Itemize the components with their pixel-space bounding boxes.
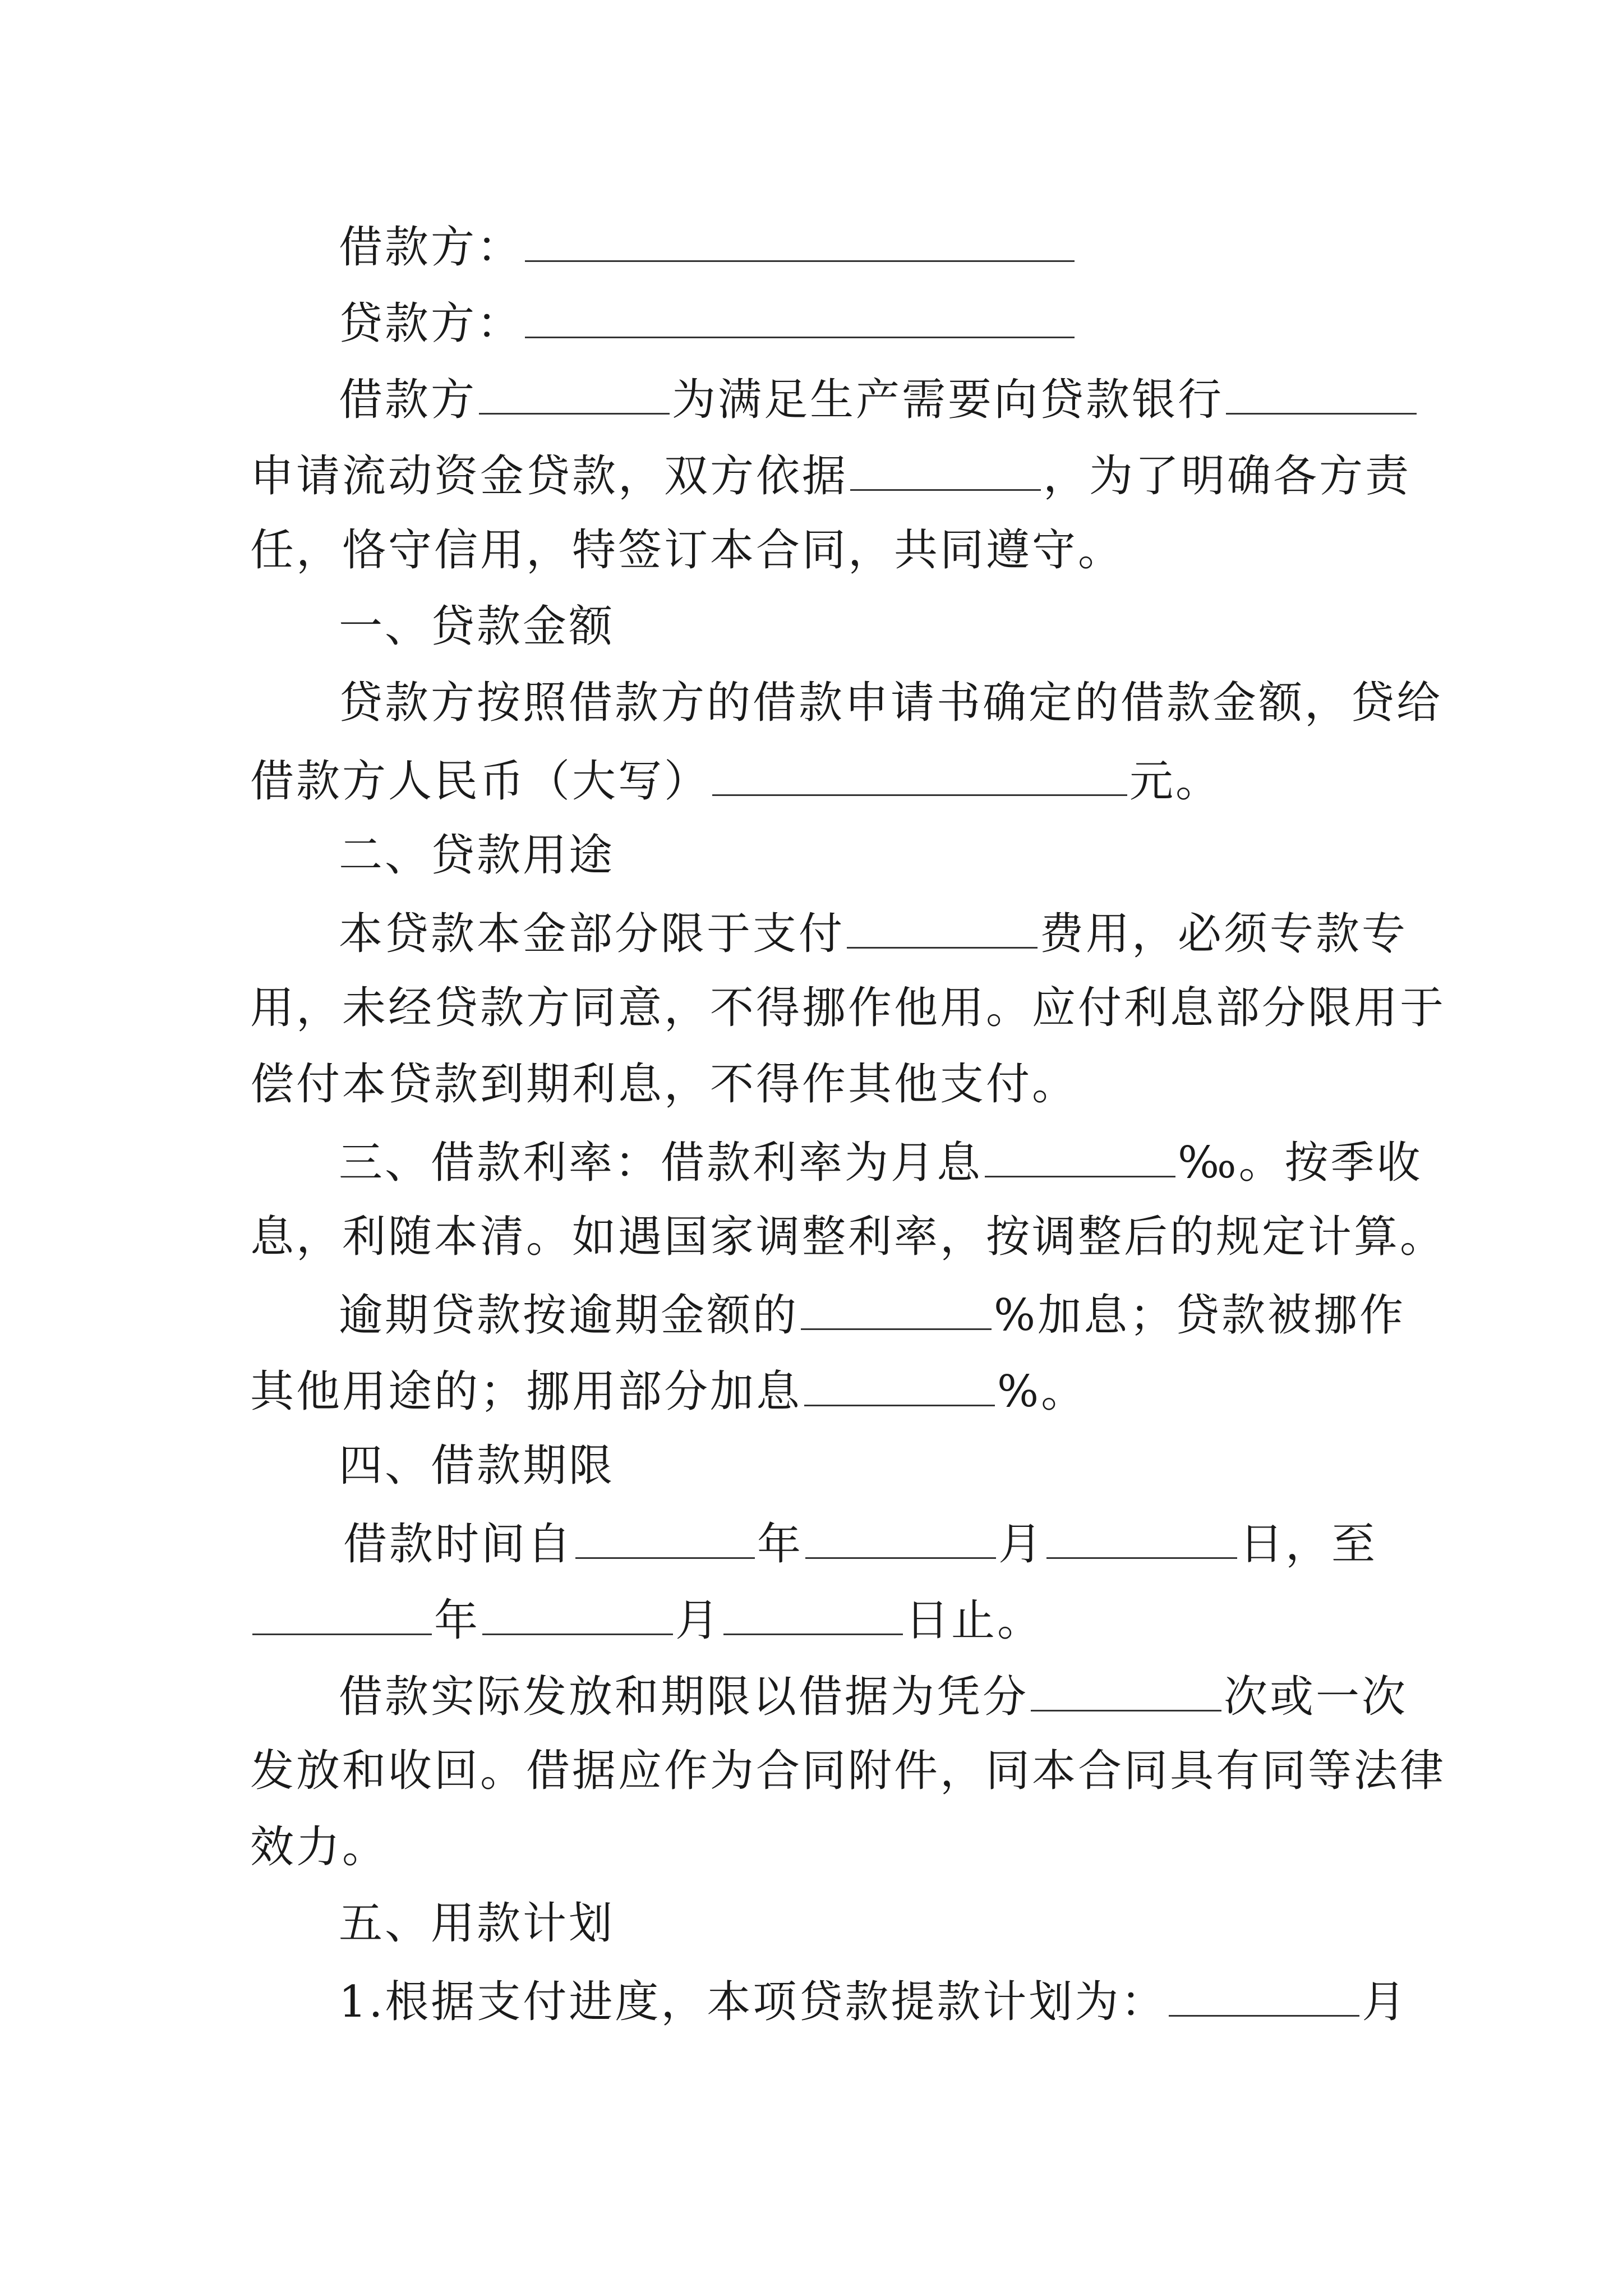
section4-heading <box>339 1441 615 1491</box>
basis-blank <box>850 452 1041 491</box>
body-text: 息，利随本清。如遇国家调整利率，按调整后的规定计算。 <box>250 1212 1446 1262</box>
overdue-rate-blank <box>801 1291 992 1330</box>
borrower-blank <box>525 223 1075 262</box>
end-year-blank <box>252 1596 432 1635</box>
borrower-label: 借款方： <box>339 222 523 273</box>
body-text: 其他用途的；挪用部分加息 <box>250 1366 803 1417</box>
section-heading: 二、贷款用途 <box>339 830 615 881</box>
section1-line-2 <box>250 756 1222 807</box>
start-month-blank <box>805 1520 996 1559</box>
section5-heading <box>339 1898 615 1949</box>
body-text: 本贷款本金部分限于支付 <box>339 909 845 959</box>
body-text: 三、借款利率：借款利率为月息 <box>339 1138 983 1188</box>
body-text: 次或一次 <box>1224 1672 1408 1722</box>
section2-line-2 <box>250 983 1446 1033</box>
body-text: 借款时间自 <box>343 1519 574 1570</box>
section1-heading <box>339 601 615 652</box>
section3-line-2 <box>250 1212 1446 1262</box>
section3-line-4 <box>250 1366 1087 1417</box>
section4-line-2 <box>250 1595 1044 1646</box>
intro-line-1 <box>339 375 1419 425</box>
body-text: 日止。 <box>905 1595 1044 1646</box>
borrower-line <box>339 222 1077 273</box>
section2-line-3 <box>250 1059 1078 1110</box>
body-text: 月 <box>1362 1977 1408 2027</box>
section-heading: 四、借款期限 <box>339 1441 615 1491</box>
body-text: 月 <box>675 1595 722 1646</box>
rate-blank <box>985 1139 1175 1177</box>
section5-line-1 <box>339 1977 1408 2027</box>
body-text: 贷款方按照借款方的借款申请书确定的借款金额，贷给 <box>339 678 1443 728</box>
bank-name-blank <box>1226 376 1417 415</box>
section1-line-1 <box>339 678 1443 728</box>
body-text: 日，至 <box>1239 1519 1378 1570</box>
body-text: 年 <box>757 1519 804 1570</box>
lender-blank <box>525 300 1075 338</box>
purpose-blank <box>847 910 1038 949</box>
section4-line-1 <box>343 1519 1378 1570</box>
end-month-blank <box>482 1596 673 1635</box>
intro-text: ，为了明确各方责 <box>1043 451 1412 501</box>
end-day-blank <box>723 1596 903 1635</box>
intro-text: 借款方 <box>339 375 477 425</box>
section4-line-4 <box>250 1746 1446 1796</box>
lender-label: 贷款方： <box>339 298 523 349</box>
body-text: 借款实际发放和期限以借据为凭分 <box>339 1672 1029 1722</box>
body-text: 月 <box>998 1519 1045 1570</box>
installments-blank <box>1031 1673 1221 1711</box>
section-heading: 一、贷款金额 <box>339 601 615 652</box>
start-year-blank <box>575 1520 755 1559</box>
body-text: 偿付本贷款到期利息，不得作其他支付。 <box>250 1059 1078 1110</box>
body-text: %加息；贷款被挪作 <box>994 1290 1406 1341</box>
intro-text: 申请流动资金贷款，双方依据 <box>250 451 849 501</box>
body-text: 借款方人民币（大写） <box>250 756 711 807</box>
section4-line-5 <box>250 1822 389 1872</box>
intro-line-3 <box>250 525 1124 576</box>
intro-text: 为满足生产需要向贷款银行 <box>672 375 1224 425</box>
body-text: ‰。按季收 <box>1178 1138 1423 1188</box>
intro-line-2 <box>250 451 1412 501</box>
amount-blank <box>712 757 1127 796</box>
misuse-rate-blank <box>804 1368 995 1406</box>
section2-heading <box>339 830 615 881</box>
body-text: 费用，必须专款专 <box>1040 909 1408 959</box>
body-text: 元。 <box>1129 756 1222 807</box>
section2-line-1 <box>339 909 1408 959</box>
section3-line-1 <box>339 1138 1423 1188</box>
start-day-blank <box>1046 1520 1237 1559</box>
body-text: 发放和收回。借据应作为合同附件，同本合同具有同等法律 <box>250 1746 1446 1796</box>
body-text: %。 <box>997 1366 1087 1417</box>
body-text: 用，未经贷款方同意，不得挪作他用。应付利息部分限用于 <box>250 983 1446 1033</box>
body-text: 年 <box>434 1595 481 1646</box>
section-heading: 五、用款计划 <box>339 1898 615 1949</box>
draw-plan-blank <box>1169 1978 1359 2017</box>
section4-line-3 <box>339 1672 1408 1722</box>
body-text: 1.根据支付进度，本项贷款提款计划为： <box>339 1977 1167 2027</box>
body-text: 效力。 <box>250 1822 389 1872</box>
intro-text: 任，恪守信用，特签订本合同，共同遵守。 <box>250 525 1124 576</box>
borrower-name-blank <box>479 376 670 415</box>
lender-line <box>339 298 1077 349</box>
body-text: 逾期贷款按逾期金额的 <box>339 1290 799 1341</box>
section3-line-3 <box>339 1290 1406 1341</box>
